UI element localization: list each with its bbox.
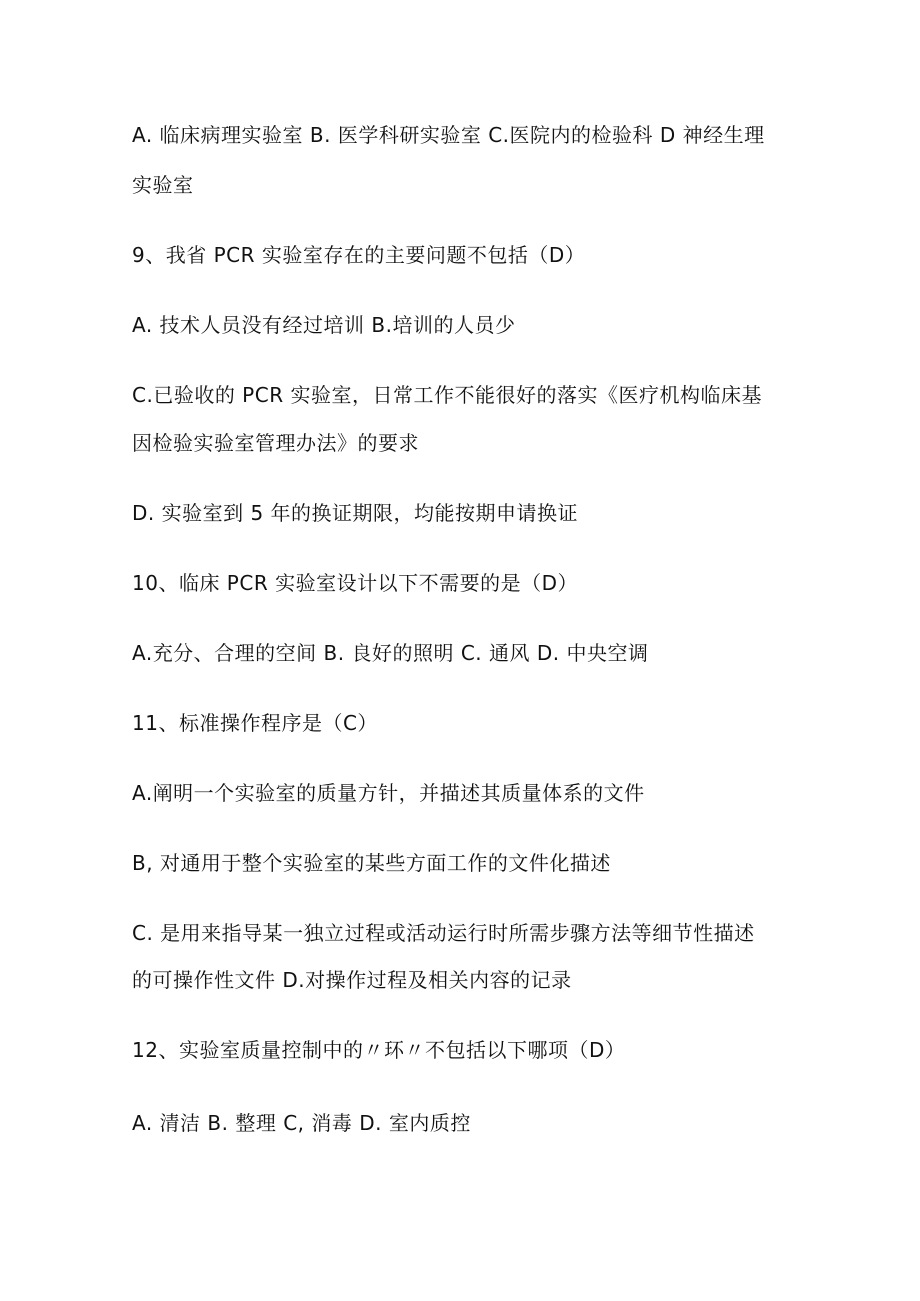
question-9: 9、我省 PCR 实验室存在的主要问题不包括（D） [132,243,586,267]
options-q10: A.充分、合理的空间 B. 良好的照明 C. 通风 D. 中央空调 [132,641,649,665]
question-12: 12、实验室质量控制中的〃环〃不包括以下哪项（D） [132,1038,626,1062]
option-q9-d: D. 实验室到 5 年的换证期限，均能按期申请换证 [132,501,579,525]
option-q11-a: A.阐明一个实验室的质量方针，并描述其质量体系的文件 [132,781,645,805]
option-line-q8: A. 临床病理实验室 B. 医学科研实验室 C.医院内的检验科 D 神经生理 [132,123,765,147]
option-q9-c-continued: 因检验实验室管理办法》的要求 [132,431,419,455]
question-10: 10、临床 PCR 实验室设计以下不需要的是（D） [132,571,578,595]
option-q9-c: C.已验收的 PCR 实验室，日常工作不能很好的落实《医疗机构临床基 [132,383,762,407]
options-q9-ab: A. 技术人员没有经过培训 B.培训的人员少 [132,313,516,337]
option-q11-b: B, 对通用于整个实验室的某些方面工作的文件化描述 [132,851,611,875]
options-q12: A. 清洁 B. 整理 C, 消毒 D. 室内质控 [132,1111,471,1135]
option-q11-c-continued: 的可操作性文件 D.对操作过程及相关内容的记录 [132,968,572,992]
option-q11-c: C. 是用来指导某一独立过程或活动运行时所需步骤方法等细节性描述 [132,921,755,945]
question-11: 11、标准操作程序是（C） [132,711,378,735]
option-line-q8-continued: 实验室 [132,173,194,197]
